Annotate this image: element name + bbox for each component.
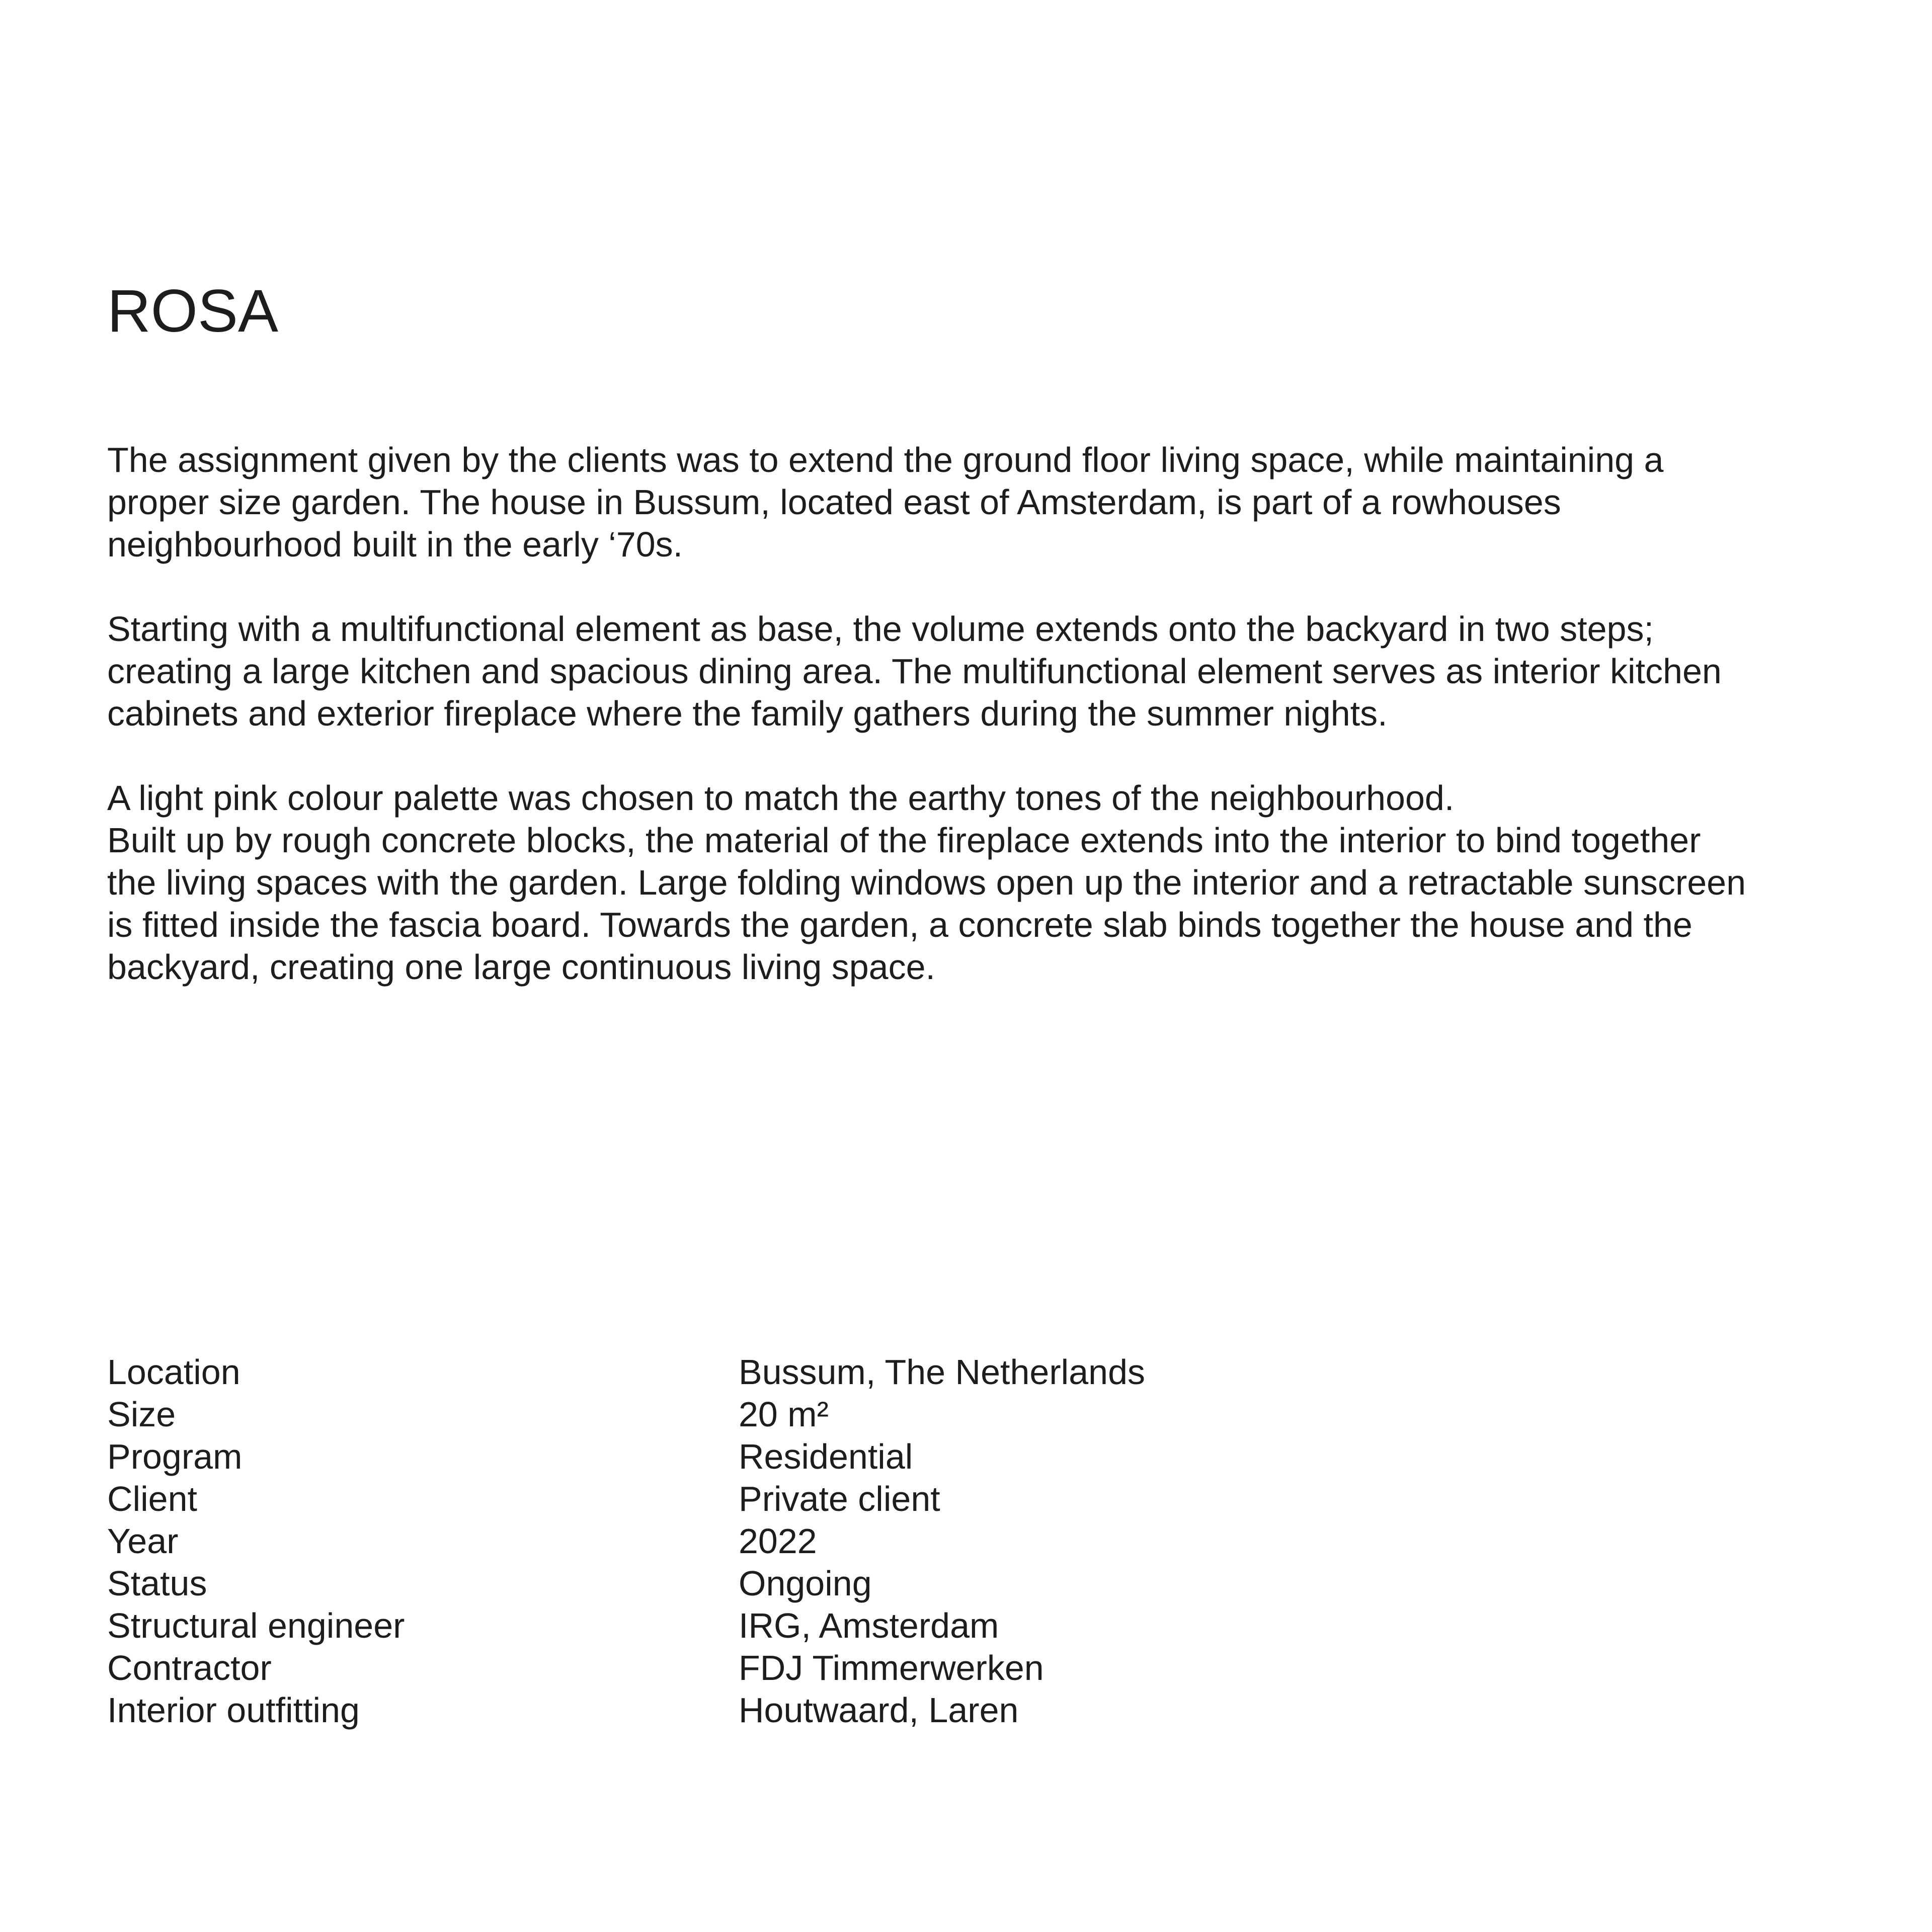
text-line: proper size garden. The house in Bussum, located east of Amsterdam, is part of a rowhouses [107,482,1561,522]
detail-row-program [107,1435,1818,1478]
detail-label: Location [107,1352,240,1392]
text-line: cabinets and exterior fireplace where the family gathers during the summer nights. [107,694,1388,733]
detail-value: Houtwaard, Laren [739,1691,1019,1730]
description-paragraph-3 [107,777,1818,988]
text-line: The assignment given by the clients was to extend the ground floor living space, while maintaining a [107,440,1664,479]
detail-label: Structural engineer [107,1606,405,1645]
detail-label: Contractor [107,1648,272,1687]
detail-value: IRG, Amsterdam [739,1606,999,1645]
detail-label: Year [107,1521,179,1561]
text-line: Built up by rough concrete blocks, the material of the fireplace extends into the interior to bind together [107,821,1701,860]
project-description [107,439,1818,1030]
detail-row-client [107,1478,1818,1520]
detail-value: 20 m² [739,1395,829,1434]
text-line: creating a large kitchen and spacious dining area. The multifunctional element serves as interior kitchen [107,652,1722,691]
text-line: backyard, creating one large continuous living space. [107,947,935,987]
detail-value: 2022 [739,1521,817,1561]
text-line: A light pink colour palette was chosen to match the earthy tones of the neighbourhood. [107,778,1455,818]
detail-label: Client [107,1479,197,1518]
detail-value: Bussum, The Netherlands [739,1352,1146,1392]
description-paragraph-1 [107,439,1818,566]
description-paragraph-2 [107,608,1818,735]
detail-label: Size [107,1395,176,1434]
text-line: the living spaces with the garden. Large folding windows open up the interior and a retractable sunscreen [107,863,1746,902]
detail-label: Program [107,1437,243,1476]
detail-value: Private client [739,1479,940,1518]
detail-row-size [107,1393,1818,1435]
detail-row-structural-engineer [107,1604,1818,1647]
detail-label: Status [107,1564,207,1603]
detail-row-location [107,1351,1818,1393]
detail-row-interior-outfitting [107,1689,1818,1731]
detail-value: Ongoing [739,1564,872,1603]
detail-value: FDJ Timmerwerken [739,1648,1044,1687]
text-line: neighbourhood built in the early ‘70s. [107,525,683,564]
project-title: ROSA [107,277,279,345]
detail-row-contractor [107,1647,1818,1689]
detail-label: Interior outfitting [107,1691,360,1730]
text-line: is fitted inside the fascia board. Towards the garden, a concrete slab binds together the house and the [107,905,1693,944]
detail-row-status [107,1562,1818,1604]
project-details-table [107,1351,1818,1731]
detail-row-year [107,1520,1818,1562]
detail-value: Residential [739,1437,913,1476]
text-line: Starting with a multifunctional element as base, the volume extends onto the backyard in two steps; [107,609,1654,649]
